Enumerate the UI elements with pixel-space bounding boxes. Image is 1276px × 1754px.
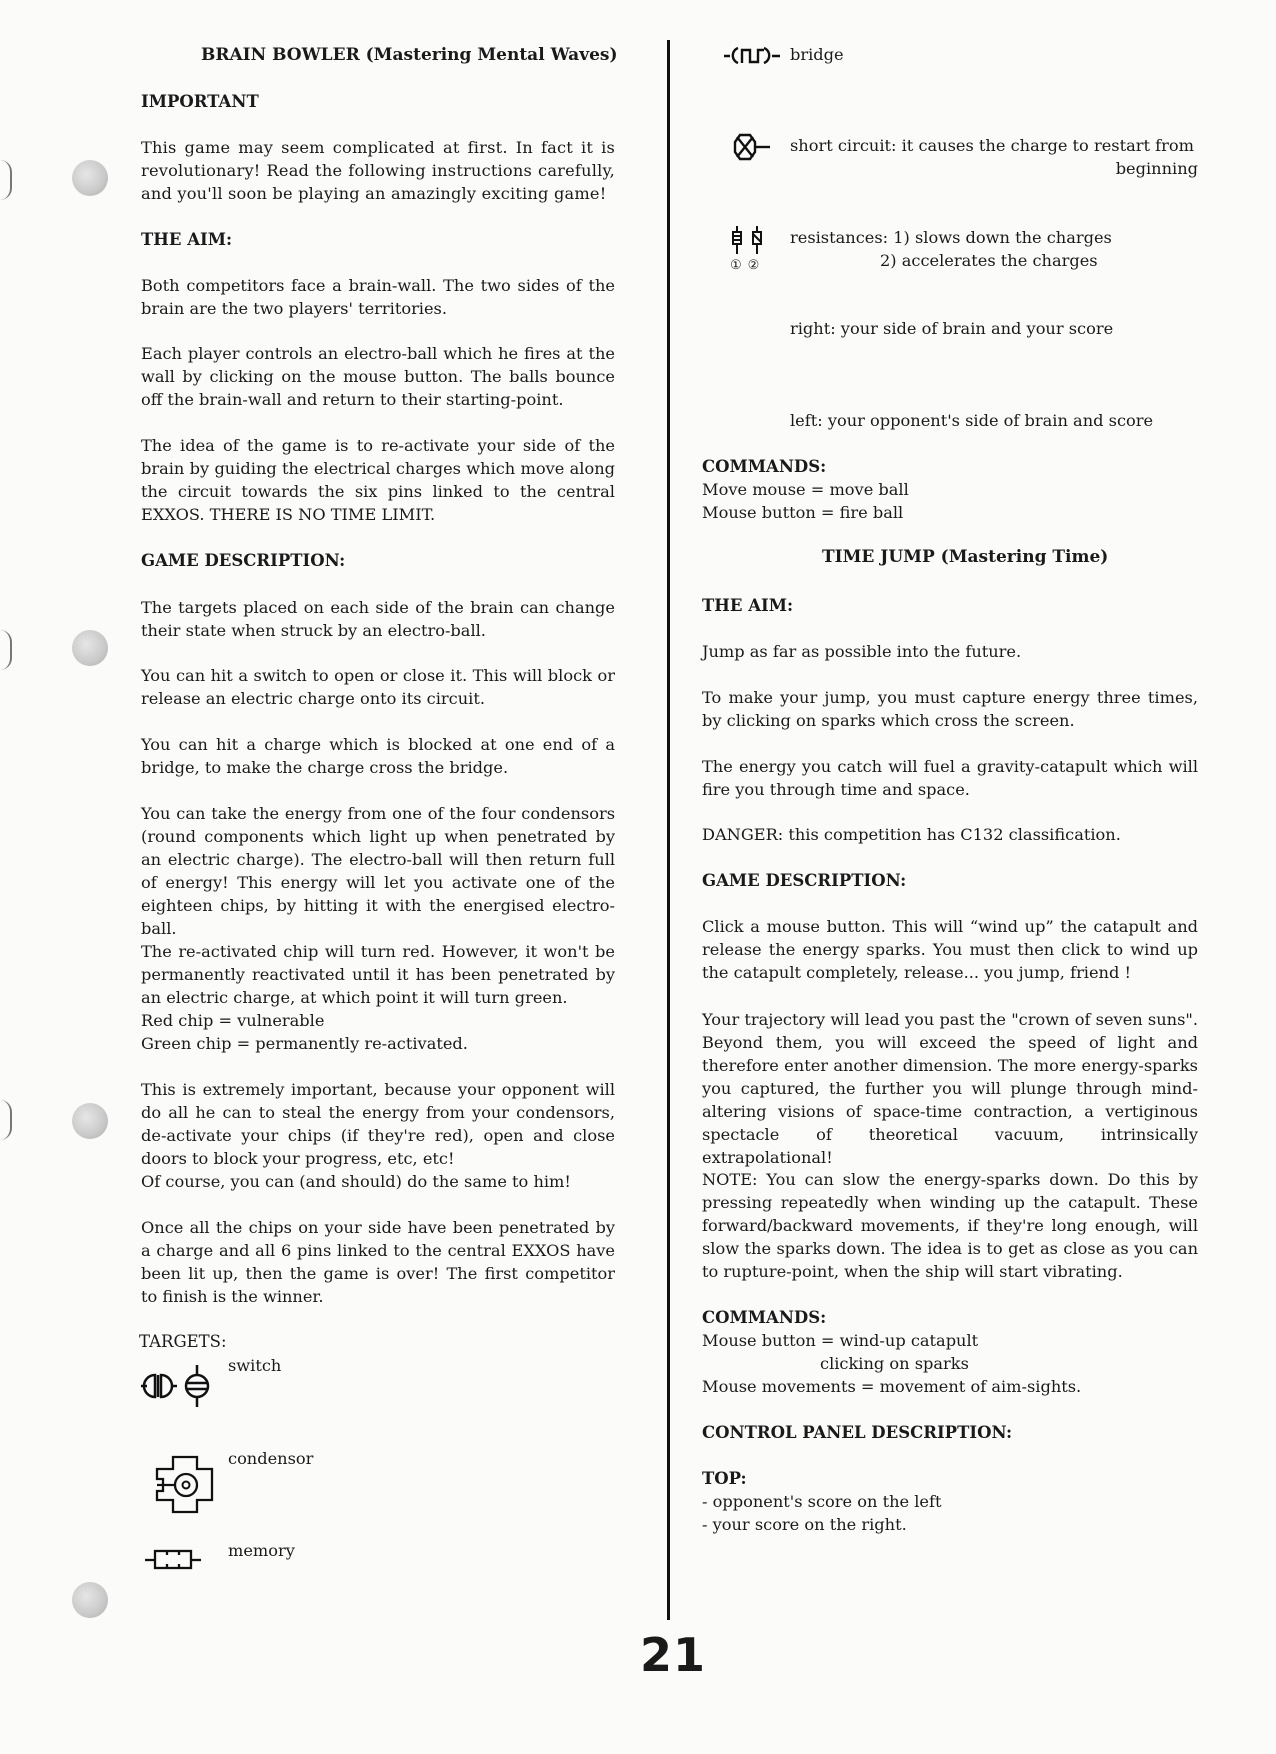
switch-icon: [141, 1360, 221, 1406]
time-jump-aim-paragraph: To make your jump, you must capture energy three times, by clicking on sparks which cross the screen.: [702, 688, 1198, 730]
heading-time-jump-aim: THE AIM:: [702, 596, 794, 615]
time-jump-description-paragraph: NOTE: You can slow the energy-sparks down. Do this by pressing repeatedly when winding up the catapult. These forward/backward movements, if they're long enough, will slow the sparks down. The idea is to get as close as you can to rupture-point, when the ship will start vibrating.: [702, 1170, 1198, 1281]
binder-hole: [72, 160, 108, 196]
closing-paragraph: This is extremely important, because your opponent will do all he can to steal the energy from your condensors, de-activate your chips (if they're red), open and close doors to block your progress, etc, etc!: [141, 1080, 615, 1168]
time-jump-aim-paragraph: DANGER: this competition has C132 classification.: [702, 825, 1121, 844]
page-edge: [0, 160, 12, 200]
resistance-markers: [730, 254, 765, 277]
bridge-icon: [724, 46, 780, 64]
heading-game-description: GAME DESCRIPTION:: [141, 551, 346, 570]
aim-paragraph: Each player controls an electro-ball which he fires at the wall by clicking on the mouse button. The balls bounce off the brain-wall and return to their starting-point.: [141, 344, 615, 409]
description-paragraph: You can take the energy from one of the four condensors (round components which light up when penetrated by an electric charge). The electro-ball will then return full of energy! This energy will let you activate one of the eighteen chips, by hitting it with the energised electro-ball.: [141, 804, 615, 938]
important-text: This game may seem complicated at first. In fact it is revolutionary! Read the following instructions carefully, and you'll soon be playing an amazingly exciting game!: [141, 138, 615, 203]
legend-label-bridge: bridge: [790, 45, 844, 64]
page-edge: [0, 630, 12, 670]
section-title: BRAIN BOWLER (Mastering Mental Waves): [201, 45, 618, 65]
closing-paragraph: Of course, you can (and should) do the same to him!: [141, 1172, 571, 1191]
column-divider: [667, 40, 670, 1620]
command-line: Mouse button = wind-up catapult: [702, 1331, 979, 1350]
section-title-time-jump: TIME JUMP (Mastering Time): [822, 547, 1109, 567]
short-circuit-icon: [734, 132, 770, 162]
command-line: Mouse movements = movement of aim-sights.: [702, 1377, 1082, 1396]
aim-paragraph: Both competitors face a brain-wall. The two sides of the brain are the two players' territories.: [141, 276, 615, 318]
top-item: - opponent's score on the left: [702, 1492, 942, 1511]
heading-time-jump-commands: COMMANDS:: [702, 1308, 827, 1327]
legend-label-resistances-cont: 2) accelerates the charges: [880, 251, 1098, 270]
heading-important: IMPORTANT: [141, 92, 259, 111]
binder-hole: [72, 1103, 108, 1139]
heading-control-panel: CONTROL PANEL DESCRIPTION:: [702, 1423, 1013, 1442]
heading-commands: COMMANDS:: [702, 457, 827, 476]
legend-label-short-circuit-cont: beginning: [1115, 159, 1198, 178]
page-edge: [0, 1100, 12, 1140]
aim-paragraph: The idea of the game is to re-activate your side of the brain by guiding the electrical charges which move along the circuit towards the six pins linked to the central EXXOS. THERE IS NO TIME LIMIT.: [141, 436, 615, 524]
memory-icon: [145, 1547, 203, 1573]
legend-label-short-circuit: short circuit: it causes the charge to restart from: [790, 136, 1194, 155]
marker-2: ②: [747, 258, 766, 273]
chip-state-red: Red chip = vulnerable: [141, 1011, 325, 1030]
description-paragraph: You can hit a switch to open or close it. This will block or release an electric charge onto its circuit.: [141, 666, 615, 708]
time-jump-aim-paragraph: The energy you catch will fuel a gravity-catapult which will fire you through time and space.: [702, 757, 1198, 799]
marker-1: ①: [730, 258, 748, 273]
description-paragraph: You can hit a charge which is blocked at one end of a bridge, to make the charge cross the bridge.: [141, 735, 615, 777]
time-jump-description-paragraph: Your trajectory will lead you past the "crown of seven suns". Beyond them, you will exceed the speed of light and therefore enter another dimension. The more energy-sparks you captured, the further you will plunge through mind-altering visions of space-time contraction, a vertiginous spectacle of theoretical vacuum, intrinsically extrapolational!: [702, 1010, 1198, 1167]
binder-hole: [72, 630, 108, 666]
legend-label-resistances: resistances: 1) slows down the charges: [790, 228, 1112, 247]
condensor-icon: [155, 1455, 215, 1515]
description-paragraph: The re-activated chip will turn red. However, it won't be permanently reactivated until it has been penetrated by an electric charge, at which point it will turn green.: [141, 942, 615, 1007]
time-jump-description-paragraph: Click a mouse button. This will “wind up” the catapult and release the energy sparks. You must then click to wind up the catapult completely, release... you jump, friend !: [702, 917, 1198, 982]
target-label-memory: memory: [228, 1541, 295, 1560]
page-number: 21: [640, 1628, 707, 1682]
closing-paragraph: Once all the chips on your side have been penetrated by a charge and all 6 pins linked to the central EXXOS have been lit up, then the game is over! The first competitor to finish is the winner.: [141, 1218, 615, 1306]
heading-aim: THE AIM:: [141, 230, 233, 249]
top-item: - your score on the right.: [702, 1515, 907, 1534]
target-label-condensor: condensor: [228, 1449, 314, 1468]
target-label-switch: switch: [228, 1356, 282, 1375]
description-paragraph: The targets placed on each side of the brain can change their state when struck by an electro-ball.: [141, 598, 615, 640]
command-line: Move mouse = move ball: [702, 480, 909, 499]
command-line: clicking on sparks: [820, 1354, 969, 1373]
heading-top: TOP:: [702, 1469, 747, 1488]
heading-time-jump-description: GAME DESCRIPTION:: [702, 871, 907, 890]
command-line: Mouse button = fire ball: [702, 503, 904, 522]
screen-left-desc: left: your opponent's side of brain and score: [790, 411, 1154, 430]
resistance-icon: [732, 226, 766, 254]
binder-hole: [72, 1582, 108, 1618]
screen-right-desc: right: your side of brain and your score: [790, 319, 1114, 338]
chip-state-green: Green chip = permanently re-activated.: [141, 1034, 468, 1053]
heading-targets: TARGETS:: [139, 1332, 227, 1351]
time-jump-aim-paragraph: Jump as far as possible into the future.: [702, 642, 1022, 661]
